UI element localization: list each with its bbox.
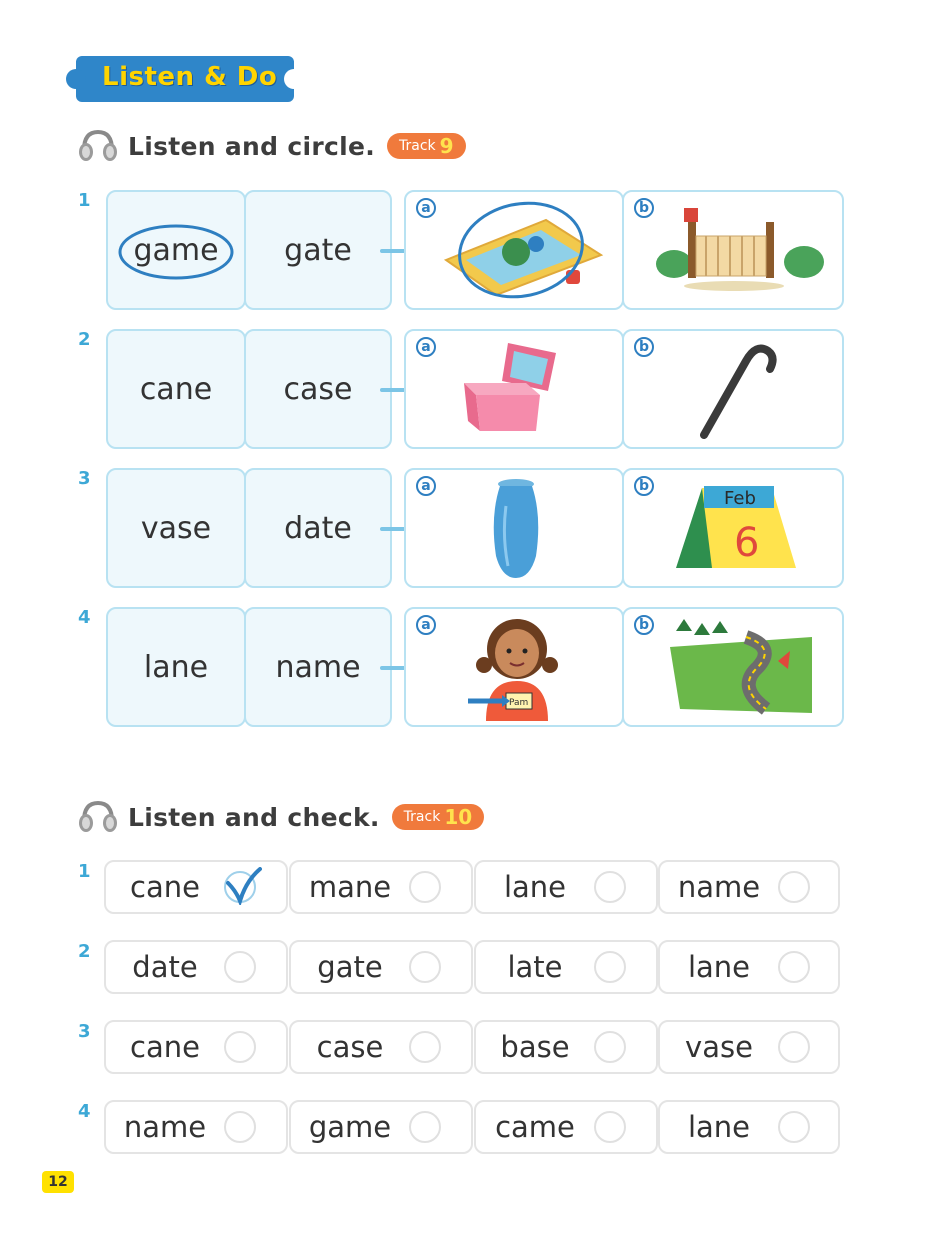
check-circle[interactable] (224, 871, 256, 903)
row-number: 3 (78, 468, 91, 489)
picture-option-a[interactable] (404, 190, 624, 310)
check-circle[interactable] (594, 951, 626, 983)
word-text: case (283, 371, 353, 407)
check-circle[interactable] (224, 951, 256, 983)
calendar-day: 6 (734, 520, 760, 566)
word-card[interactable] (106, 468, 246, 588)
board-game-icon (436, 200, 606, 300)
check-word: late (507, 950, 563, 984)
headphones-icon (76, 128, 120, 164)
check-circle[interactable] (224, 1111, 256, 1143)
check-circle[interactable] (224, 1031, 256, 1063)
check-option[interactable] (658, 1100, 840, 1154)
row-number: 1 (78, 861, 91, 882)
word-text: gate (284, 232, 352, 268)
word-text: cane (139, 371, 213, 407)
track-number: 9 (439, 134, 454, 158)
garden-gate-icon (654, 202, 824, 298)
word-text: date (284, 510, 352, 546)
track-label: Track (399, 138, 436, 154)
track-badge[interactable] (392, 804, 484, 830)
track-badge[interactable] (387, 133, 466, 159)
word-text: name (275, 649, 361, 685)
picture-option-b[interactable] (622, 468, 844, 588)
check-option[interactable] (289, 940, 473, 994)
picture-option-b[interactable] (622, 329, 844, 449)
check-circle[interactable] (594, 871, 626, 903)
check-option[interactable] (658, 940, 840, 994)
check-option[interactable] (104, 860, 288, 914)
check-option[interactable] (104, 940, 288, 994)
name-tag-text: Pam (509, 698, 529, 708)
row-number: 3 (78, 1021, 91, 1042)
check-word: game (308, 1110, 392, 1144)
picture-option-a[interactable] (404, 329, 624, 449)
cane-icon (684, 337, 784, 441)
check-word: came (495, 1110, 575, 1144)
word-card[interactable] (244, 329, 392, 449)
check-circle[interactable] (409, 1111, 441, 1143)
check-word: lane (687, 950, 751, 984)
check-option[interactable] (104, 1100, 288, 1154)
row-number: 4 (78, 1101, 91, 1122)
page-number: 12 (42, 1171, 74, 1193)
option-letter: b (634, 337, 654, 357)
word-text: lane (143, 649, 209, 685)
check-word: lane (503, 870, 567, 904)
check-word: gate (317, 950, 383, 984)
track-number: 10 (444, 805, 473, 829)
track-label: Track (403, 809, 441, 825)
vase-icon (486, 476, 546, 582)
word-card[interactable] (106, 329, 246, 449)
option-letter: a (416, 476, 436, 496)
row-number: 2 (78, 941, 91, 962)
check-option[interactable] (104, 1020, 288, 1074)
check-option[interactable] (474, 1020, 658, 1074)
word-card[interactable] (244, 468, 392, 588)
check-circle[interactable] (409, 951, 441, 983)
banner-title: Listen & Do (102, 62, 278, 92)
picture-option-a[interactable] (404, 607, 624, 727)
word-card[interactable] (106, 607, 246, 727)
country-lane-icon (666, 617, 816, 717)
check-word: base (500, 1030, 570, 1064)
section-title-text: Listen and check. (128, 802, 380, 832)
check-option[interactable] (289, 1020, 473, 1074)
option-letter: b (634, 476, 654, 496)
option-letter: b (634, 615, 654, 635)
check-word: name (123, 1110, 207, 1144)
check-option[interactable] (474, 1100, 658, 1154)
headphones-icon (76, 799, 120, 835)
option-letter: b (634, 198, 654, 218)
picture-option-a[interactable] (404, 468, 624, 588)
picture-option-b[interactable] (622, 190, 844, 310)
check-word: name (677, 870, 761, 904)
row-number: 2 (78, 329, 91, 350)
check-option[interactable] (474, 940, 658, 994)
word-card[interactable] (244, 607, 392, 727)
check-circle[interactable] (778, 871, 810, 903)
check-option[interactable] (658, 860, 840, 914)
check-circle[interactable] (594, 1031, 626, 1063)
check-circle[interactable] (409, 1031, 441, 1063)
check-option[interactable] (658, 1020, 840, 1074)
check-circle[interactable] (778, 1031, 810, 1063)
check-circle[interactable] (778, 951, 810, 983)
word-text: game (133, 232, 219, 268)
check-word: mane (308, 870, 392, 904)
check-option[interactable] (474, 860, 658, 914)
picture-option-b[interactable] (622, 607, 844, 727)
check-word: case (316, 1030, 384, 1064)
check-circle[interactable] (409, 871, 441, 903)
calendar-icon (672, 478, 802, 578)
checkmark-icon (222, 867, 262, 905)
calendar-month: Feb (724, 488, 756, 509)
check-option[interactable] (289, 860, 473, 914)
section-title-text: Listen and circle. (128, 131, 376, 161)
row-number: 1 (78, 190, 91, 211)
section-listen-check-title (76, 799, 484, 835)
word-text: vase (140, 510, 212, 546)
check-word: cane (130, 870, 200, 904)
section-listen-circle-title (76, 128, 466, 164)
word-card[interactable] (244, 190, 392, 310)
check-word: date (132, 950, 198, 984)
check-circle[interactable] (778, 1111, 810, 1143)
case-icon (456, 339, 566, 439)
option-letter: a (416, 615, 436, 635)
row-number: 4 (78, 607, 91, 628)
option-letter: a (416, 198, 436, 218)
check-word: cane (130, 1030, 200, 1064)
word-card[interactable] (106, 190, 246, 310)
check-word: lane (687, 1110, 751, 1144)
check-circle[interactable] (594, 1111, 626, 1143)
check-word: vase (685, 1030, 753, 1064)
girl-name-tag-icon (462, 615, 572, 721)
option-letter: a (416, 337, 436, 357)
check-option[interactable] (289, 1100, 473, 1154)
lesson-banner (62, 56, 296, 102)
